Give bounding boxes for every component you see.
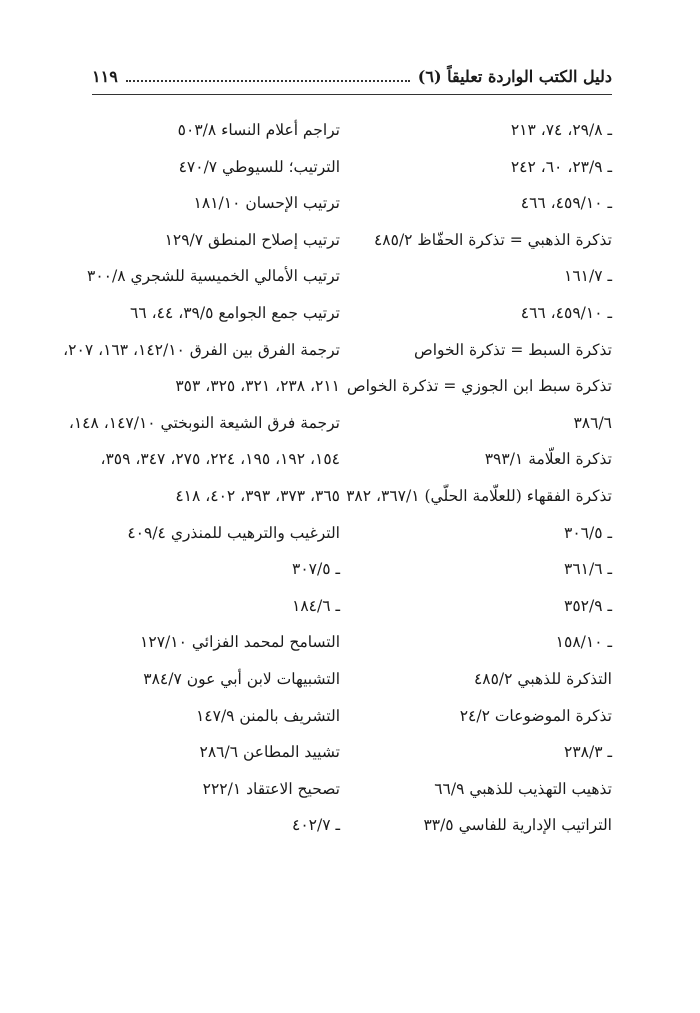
index-entry: تذكرة الموضوعات ٢٤/٢ xyxy=(459,706,612,725)
index-entry: ترتيب إصلاح المنطق ١٢٩/٧ xyxy=(164,230,340,249)
index-entry: تصحيح الاعتقاد ٢٢٢/١ xyxy=(202,779,340,798)
index-entry: ترتيب الإحسان ١٨١/١٠ xyxy=(193,194,340,213)
index-entry: ٣٨٦/٦ xyxy=(573,413,612,432)
index-entry: ـ ٤٥٩/١٠، ٤٦٦ xyxy=(520,303,612,322)
index-entry: الترتيب؛ للسيوطي ٤٧٠/٧ xyxy=(178,157,340,176)
index-entry: ـ ٢٣٨/٣ xyxy=(564,743,612,762)
index-entry: ـ ٤٠٢/٧ xyxy=(292,816,340,835)
index-entry: ـ ٣٦١/٦ xyxy=(564,560,612,579)
index-entry: ترتيب الأمالي الخميسية للشجري ٣٠٠/٨ xyxy=(87,267,340,286)
index-entry: التشبيهات لابن أبي عون ٣٨٤/٧ xyxy=(143,669,340,688)
index-entry: تذهيب التهذيب للذهبي ٦٦/٩ xyxy=(434,779,612,798)
index-entry: ـ ٣٠٧/٥ xyxy=(292,560,340,579)
running-header xyxy=(92,62,612,90)
index-entry: تذكرة السبط = تذكرة الخواص xyxy=(413,340,612,359)
index-entry: ٣٦٥، ٣٧٣، ٣٩٣، ٤٠٢، ٤١٨ xyxy=(175,486,340,505)
index-entry: ترتيب جمع الجوامع ٣٩/٥، ٤٤، ٦٦ xyxy=(130,303,340,322)
index-entry: تذكرة العلّامة ٣٩٣/١ xyxy=(484,450,612,469)
right-column xyxy=(346,112,612,844)
index-entry: ـ ٢٣/٩، ٦٠، ٢٤٢ xyxy=(510,157,612,176)
header-title: دليل الكتب الواردة تعليقاً (٦) xyxy=(417,66,612,86)
index-entry: ـ ١٨٤/٦ xyxy=(292,596,340,615)
index-entry: ترجمة فرق الشيعة النوبختي ١٤٧/١٠، ١٤٨، xyxy=(68,413,340,432)
index-entry: ـ ٣٠٦/٥ xyxy=(564,523,612,542)
index-entry: تذكرة الذهبي = تذكرة الحفّاظ ٤٨٥/٢ xyxy=(373,230,612,249)
index-entry: ١٥٤، ١٩٢، ١٩٥، ٢٢٤، ٢٧٥، ٣٤٧، ٣٥٩، xyxy=(100,450,340,469)
index-entry: تراجم أعلام النساء ٥٠٣/٨ xyxy=(177,121,340,139)
index-entry: ـ ٣٥٢/٩ xyxy=(564,596,612,615)
header-leader-dots xyxy=(126,80,410,82)
index-entry: ترجمة الفرق بين الفرق ١٤٢/١٠، ١٦٣، ٢٠٧، xyxy=(63,340,340,359)
index-entry: ـ ٤٥٩/١٠، ٤٦٦ xyxy=(520,194,612,213)
index-entry: ـ ١٦١/٧ xyxy=(564,267,612,286)
header-rule xyxy=(92,94,612,95)
index-entry: ٢١١، ٢٣٨، ٣٢١، ٣٢٥، ٣٥٣ xyxy=(175,377,340,396)
index-entry: ـ ١٥٨/١٠ xyxy=(555,633,612,652)
index-entry: تذكرة الفقهاء (للعلّامة الحلّي) ٣٦٧/١، ٣٨٢ xyxy=(346,486,612,505)
index-entry: التسامح لمحمد الفزائي ١٢٧/١٠ xyxy=(140,633,340,652)
index-entry: التراتيب الإدارية للفاسي ٣٣/٥ xyxy=(423,816,612,835)
index-entry: الترغيب والترهيب للمنذري ٤٠٩/٤ xyxy=(127,523,340,542)
page-number: ١١٩ xyxy=(92,66,118,86)
index-entry: ـ ٢٩/٨، ٧٤، ٢١٣ xyxy=(510,121,612,139)
left-column xyxy=(63,112,340,844)
index-entry: تشييد المطاعن ٢٨٦/٦ xyxy=(199,743,340,762)
index-entry: التذكرة للذهبي ٤٨٥/٢ xyxy=(473,669,612,688)
index-entry: تذكرة سبط ابن الجوزي = تذكرة الخواص xyxy=(346,377,612,396)
index-entry: التشريف بالمنن ١٤٧/٩ xyxy=(195,706,340,725)
